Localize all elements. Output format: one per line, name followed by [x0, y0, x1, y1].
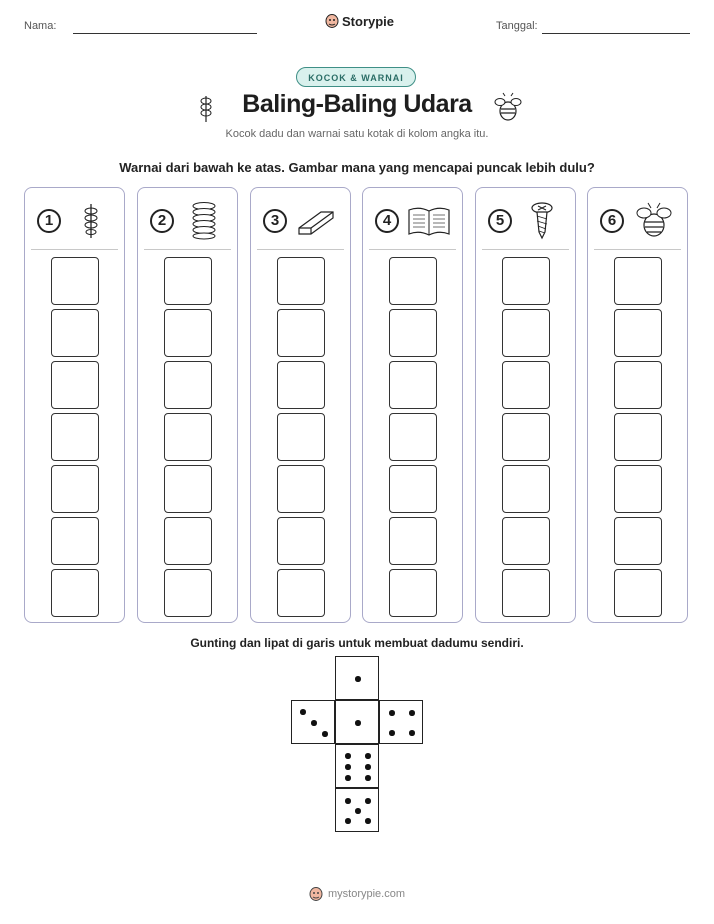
color-box[interactable]: [389, 361, 437, 409]
die-face-5: [335, 788, 379, 832]
column-6: [587, 187, 688, 623]
die-pip: [345, 818, 351, 824]
column-4: [362, 187, 463, 623]
name-line: [73, 33, 257, 34]
die-face-6: [335, 744, 379, 788]
color-box[interactable]: [164, 413, 212, 461]
color-box[interactable]: [614, 413, 662, 461]
bee-icon: [632, 200, 676, 240]
color-box[interactable]: [164, 361, 212, 409]
color-box[interactable]: [614, 517, 662, 565]
color-box[interactable]: [614, 309, 662, 357]
screw-icon: [520, 200, 564, 240]
color-box[interactable]: [277, 257, 325, 305]
color-box[interactable]: [277, 413, 325, 461]
date-line: [542, 33, 690, 34]
die-pip: [300, 709, 306, 715]
cut-instruction: Gunting dan lipat di garis untuk membuat dadumu sendiri.: [190, 636, 524, 650]
column-number: 3: [263, 209, 287, 233]
column-divider: [31, 249, 118, 250]
color-box[interactable]: [51, 517, 99, 565]
die-pip: [365, 818, 371, 824]
column-1: [24, 187, 125, 623]
spring-coil-icon: [182, 200, 226, 240]
die-pip: [345, 798, 351, 804]
die-pip: [365, 798, 371, 804]
color-box[interactable]: [277, 361, 325, 409]
column-divider: [594, 249, 681, 250]
color-box[interactable]: [614, 257, 662, 305]
page-title: Baling-Baling Udara: [242, 90, 472, 118]
die-face-3: [291, 700, 335, 744]
footer: [308, 886, 405, 902]
column-5: [475, 187, 576, 623]
open-book-icon: [407, 200, 451, 240]
column-3: [250, 187, 351, 623]
die-pip: [389, 710, 395, 716]
color-box[interactable]: [51, 309, 99, 357]
die-face-1b: [335, 700, 379, 744]
color-box[interactable]: [614, 361, 662, 409]
color-box[interactable]: [502, 517, 550, 565]
brand-name: Storypie: [342, 13, 395, 29]
color-box[interactable]: [277, 309, 325, 357]
column-divider: [482, 249, 569, 250]
name-label: Nama:: [24, 20, 57, 32]
column-number: 4: [375, 209, 399, 233]
color-box[interactable]: [389, 465, 437, 513]
maple-seed-icon: [69, 200, 113, 240]
page-subtitle: Kocok dadu dan warnai satu kotak di kolom angka itu.: [225, 128, 489, 140]
die-face-1: [335, 656, 379, 700]
color-box[interactable]: [277, 569, 325, 617]
die-pip: [409, 710, 415, 716]
color-box[interactable]: [51, 413, 99, 461]
storypie-mascot-icon: [308, 886, 324, 902]
die-pip: [311, 720, 317, 726]
die-pip: [365, 764, 371, 770]
color-box[interactable]: [51, 257, 99, 305]
date-label: Tanggal:: [496, 20, 538, 32]
die-pip: [355, 720, 361, 726]
column-number: 1: [37, 209, 61, 233]
die-pip: [345, 753, 351, 759]
color-box[interactable]: [277, 465, 325, 513]
color-box[interactable]: [502, 569, 550, 617]
column-divider: [257, 249, 344, 250]
die-pip: [409, 730, 415, 736]
column-number: 6: [600, 209, 624, 233]
die-pip: [322, 731, 328, 737]
color-box[interactable]: [502, 413, 550, 461]
color-box[interactable]: [164, 257, 212, 305]
color-box[interactable]: [502, 309, 550, 357]
column-number: 5: [488, 209, 512, 233]
category-badge: KOCOK & WARNAI: [296, 67, 416, 87]
bee-title-icon: [492, 92, 524, 124]
storypie-mascot-icon: [325, 13, 339, 29]
die-face-4: [379, 700, 423, 744]
column-divider: [144, 249, 231, 250]
color-box[interactable]: [389, 517, 437, 565]
die-pip: [389, 730, 395, 736]
color-box[interactable]: [389, 569, 437, 617]
color-box[interactable]: [51, 465, 99, 513]
color-box[interactable]: [164, 465, 212, 513]
column-2: [137, 187, 238, 623]
color-box[interactable]: [502, 361, 550, 409]
color-box[interactable]: [164, 517, 212, 565]
color-box[interactable]: [164, 569, 212, 617]
color-box[interactable]: [51, 569, 99, 617]
die-pip: [365, 753, 371, 759]
footer-url[interactable]: mystorypie.com: [328, 888, 406, 900]
color-box[interactable]: [164, 309, 212, 357]
color-box[interactable]: [389, 309, 437, 357]
instruction-text: Warnai dari bawah ke atas. Gambar mana yang mencapai puncak lebih dulu?: [119, 160, 595, 175]
die-pip: [365, 775, 371, 781]
die-pip: [355, 676, 361, 682]
color-box[interactable]: [389, 413, 437, 461]
color-box[interactable]: [389, 257, 437, 305]
color-box[interactable]: [614, 465, 662, 513]
color-box[interactable]: [614, 569, 662, 617]
die-pip: [355, 808, 361, 814]
brand-logo: [325, 13, 394, 29]
color-box[interactable]: [502, 257, 550, 305]
color-box[interactable]: [502, 465, 550, 513]
eraser-icon: [295, 200, 339, 240]
column-divider: [369, 249, 456, 250]
column-number: 2: [150, 209, 174, 233]
color-box[interactable]: [277, 517, 325, 565]
die-pip: [345, 775, 351, 781]
color-box[interactable]: [51, 361, 99, 409]
die-pip: [345, 764, 351, 770]
